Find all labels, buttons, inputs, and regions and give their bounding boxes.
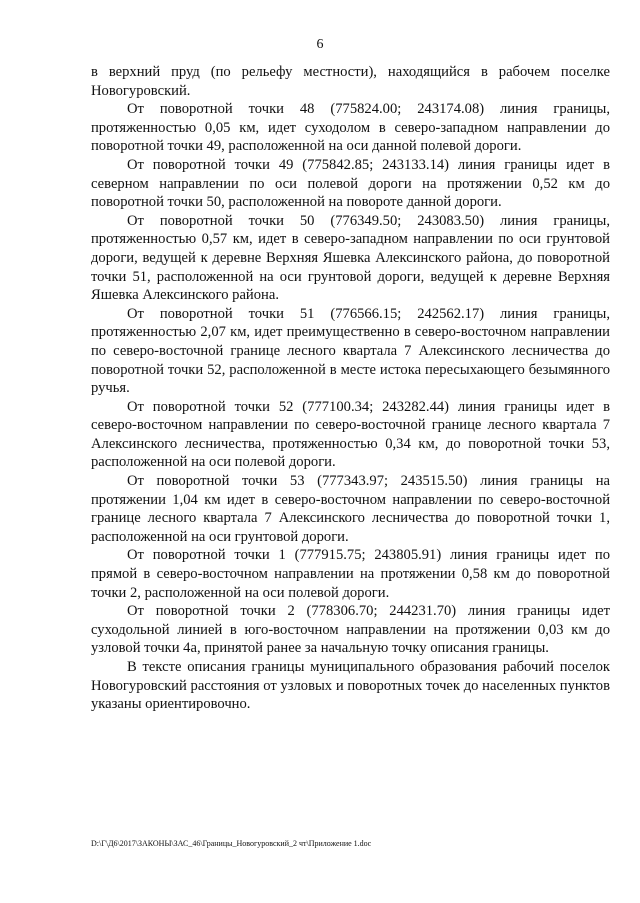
paragraph-point-50: От поворотной точки 50 (776349.50; 243083.50) линия границы, протяженностью 0,57 км, идет в северо-западном направлении по оси грунтовой дороги, ведущей к деревне Верхняя Яшевка Алексинского района, до поворотной точки 51, расположенной на оси грунтовой дороги, ведущей к деревне Верхняя Яшевка Алексинского района. — [91, 212, 610, 304]
paragraph-point-49: От поворотной точки 49 (775842.85; 243133.14) линия границы идет в северном направлении по оси полевой дороги на протяжении 0,52 км до поворотной точки 50, расположенной на повороте данной дороги. — [91, 156, 610, 211]
paragraph-point-51: От поворотной точки 51 (776566.15; 242562.17) линия границы, протяженностью 2,07 км, идет преимущественно в северо-восточном направлении по северо-восточной границе лесного квартала 7 Алексинского лесничества до поворотной точки 52, расположенной в месте истока пересыхающего безымянного ручья. — [91, 305, 610, 397]
paragraph-note: В тексте описания границы муниципального образования рабочий поселок Новогуровский расстояния от узловых и поворотных точек до населенных пунктов указаны ориентировочно. — [91, 659, 610, 713]
paragraph-point-48: От поворотной точки 48 (775824.00; 243174.08) линия границы, протяженностью 0,05 км, идет суходолом в северо-западном направлении до поворотной точки 49, расположенной на оси данной полевой дороги. — [91, 101, 610, 155]
paragraph-point-1: От поворотной точки 1 (777915.75; 243805.91) линия границы идет по прямой в северо-восточном направлении на протяжении 0,58 км до поворотной точки 2, расположенной на оси полевой дороги. — [91, 547, 610, 601]
document-body — [91, 63, 610, 714]
paragraph-point-53: От поворотной точки 53 (777343.97; 243515.50) линия границы на протяжении 1,04 км идет в северо-восточном направлении по северо-восточной границе лесного квартала 7 Алексинского лесничества до поворотной точки 1, расположенной на оси грунтовой дороги. — [91, 473, 610, 545]
footer-file-path: D:\Г\Д6\2017\ЗАКОНЫ\ЗАС_46\Границы_Новогуровский_2 чт\Приложение 1.doc — [91, 839, 372, 848]
paragraph-continuation: в верхний пруд (по рельефу местности), находящийся в рабочем поселке Новогуровский. — [91, 64, 610, 99]
paragraph-point-52: От поворотной точки 52 (777100.34; 243282.44) линия границы идет в северо-восточном направлении по северо-восточной границе лесного квартала 7 Алексинского лесничества, протяженностью 0,34 км, до поворотной точки 53, расположенной на оси полевой дороги. — [91, 398, 610, 471]
page-number: 6 — [316, 37, 324, 52]
paragraph-point-2: От поворотной точки 2 (778306.70; 244231.70) линия границы идет суходольной линией в юго-восточном направлении на протяжении 0,03 км до узловой точки 4а, принятой ранее за начальную точку описания границы. — [91, 603, 610, 657]
